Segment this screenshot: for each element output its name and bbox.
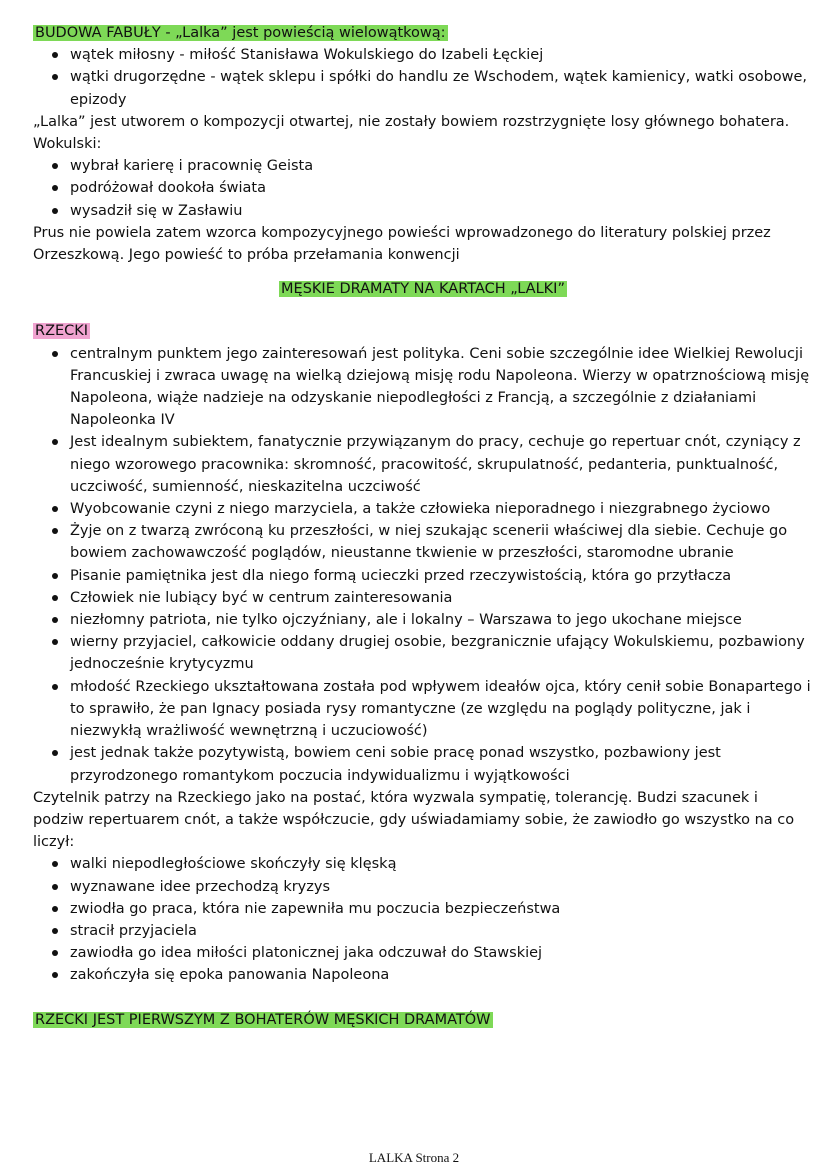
list-item: wyznawane idee przechodzą kryzys [33, 876, 813, 898]
list-item: wysadził się w Zasławiu [33, 200, 813, 222]
prus-paragraph: Prus nie powiela zatem wzorca kompozycyjnego powieści wprowadzonego do literatury polskiej przez Orzeszkową. Jego powieść to próba przełamania konwencji [33, 224, 771, 264]
wokulski-list [33, 155, 813, 222]
list-item: centralnym punktem jego zainteresowań jest polityka. Ceni sobie szczególnie idee Wielkiej Rewolucji Francuskiej i zwraca uwagę na wielką dziejową misję rodu Napoleona. Wierzy w opatrznościową misję Napoleona, wiąże nadzieje na odzyskanie niepodległości z Francją, a szczególnie z działaniami Napoleonka IV [33, 343, 813, 432]
list-item: niezłomny patriota, nie tylko ojczyźniany, ale i lokalny – Warszawa to jego ukochane miejsce [33, 609, 813, 631]
list-item: młodość Rzeckiego ukształtowana została pod wpływem ideałów ojca, który cenił sobie Bonapartego i to sprawiło, że pan Ignacy posiada rysy romantyczne (ze względu na poglądy polityczne, jak i niezwykłą wrażliwość wewnętrzną i uczuciowość) [33, 676, 813, 743]
rzecki-heading [33, 320, 813, 342]
list-item: Jest idealnym subiektem, fanatycznie przywiązanym do pracy, cechuje go repertuar cnót, czyniący z niego wzorowego pracownika: skromność, pracowitość, skrupulatność, pedanteria, punktualność, uczciwość, sumienność, nieskazitelna uczciwość [33, 431, 813, 498]
budowa-paragraph: „Lalka” jest utworem o kompozycji otwartej, nie zostały bowiem rozstrzygnięte losy głównego bohatera. Wokulski: [33, 113, 790, 153]
document-body [33, 22, 813, 1031]
list-item: podróżował dookoła świata [33, 177, 813, 199]
list-item: wątek miłosny - miłość Stanisława Wokulskiego do Izabeli Łęckiej [33, 44, 813, 66]
list-item: Wyobcowanie czyni z niego marzyciela, a także człowieka nieporadnego i niezgrabnego życiowo [33, 498, 813, 520]
list-item: Pisanie pamiętnika jest dla niego formą ucieczki przed rzeczywistością, która go przytłacza [33, 565, 813, 587]
budowa-heading-text: BUDOWA FABUŁY - „Lalka” jest powieścią wielowątkową: [35, 25, 446, 41]
meskie-dramaty-heading [33, 278, 813, 300]
budowa-list [33, 44, 813, 111]
meskie-dramaty-heading-text: MĘSKIE DRAMATY NA KARTACH „LALKI” [281, 281, 565, 298]
list-item: wątki drugorzędne - wątek sklepu i spółki do handlu ze Wschodem, wątek kamienicy, watki osobowe, epizody [33, 66, 813, 110]
list-item: stracił przyjaciela [33, 920, 813, 942]
budowa-heading [33, 22, 813, 44]
list-item: zawiodła go idea miłości platonicznej jaka odczuwał do Stawskiej [33, 942, 813, 964]
page-footer: LALKA Strona 2 [368, 1150, 460, 1165]
final-heading-text: RZECKI JEST PIERWSZYM Z BOHATERÓW MĘSKICH DRAMATÓW [35, 1011, 491, 1028]
rzecki-heading-text: RZECKI [35, 323, 89, 340]
final-heading [33, 1009, 813, 1031]
rzecki-list [33, 343, 813, 787]
list-item: jest jednak także pozytywistą, bowiem ceni sobie pracę ponad wszystko, pozbawiony jest przyrodzonego romantykom poczucia indywidualizmu i wyjątkowości [33, 742, 813, 786]
list-item: Człowiek nie lubiący być w centrum zainteresowania [33, 587, 813, 609]
rzecki-paragraph: Czytelnik patrzy na Rzeckiego jako na postać, która wyzwala sympatię, tolerancję. Budzi szacunek i podziw repertuarem cnót, a także współczucie, gdy uświadamiamy sobie, że zawiodło go wszystko na co liczył: [33, 789, 795, 851]
list-item: Żyje on z twarzą zwróconą ku przeszłości, w niej szukając scenerii właściwej dla siebie. Cechuje go bowiem zachowawczość poglądów, nieustanne tkwienie w przeszłości, staromodne ubranie [33, 520, 813, 564]
list-item: wybrał karierę i pracownię Geista [33, 155, 813, 177]
list-item: zwiodła go praca, która nie zapewniła mu poczucia bezpieczeństwa [33, 898, 813, 920]
list-item: zakończyła się epoka panowania Napoleona [33, 964, 813, 986]
zawiodlo-list [33, 853, 813, 986]
list-item: walki niepodległościowe skończyły się klęską [33, 853, 813, 875]
list-item: wierny przyjaciel, całkowicie oddany drugiej osobie, bezgranicznie ufający Wokulskiemu, pozbawiony jednocześnie krytycyzmu [33, 631, 813, 675]
